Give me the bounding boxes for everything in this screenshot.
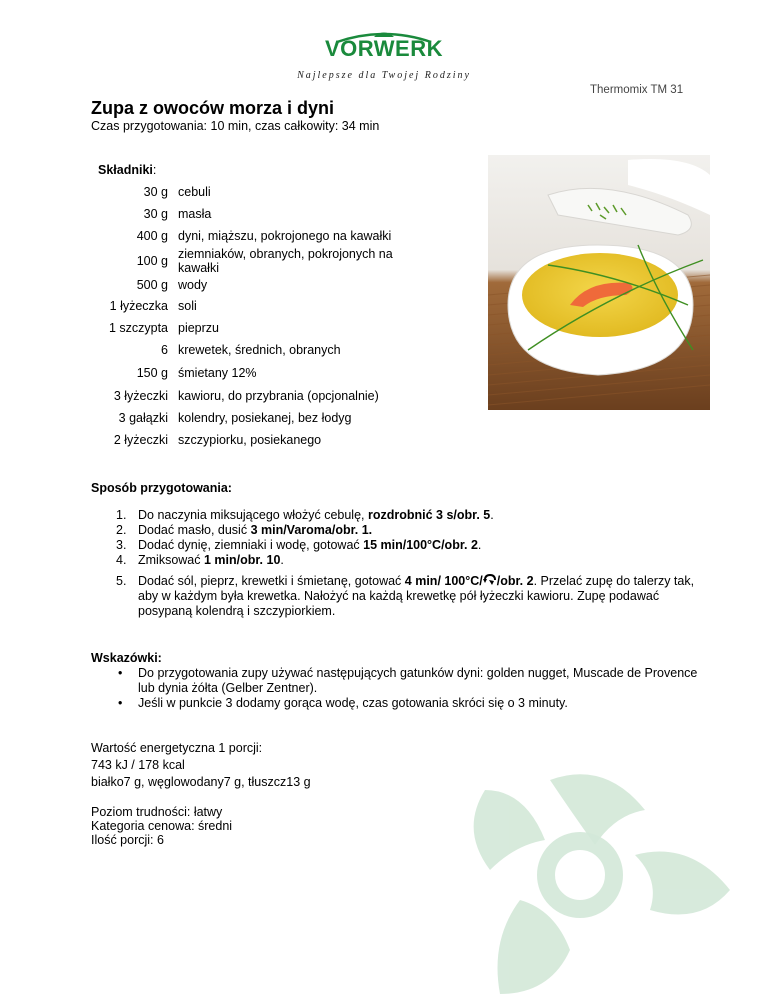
tips-list [91, 666, 701, 711]
ingredients-heading: Składniki: [98, 163, 157, 177]
ingredients-table [96, 181, 418, 451]
step-3: 3. Dodać dynię, ziemniaki i wodę, gotować 15 min/100°C/obr. 2. [116, 538, 482, 552]
nutrition-energy: 743 kJ / 178 kcal [91, 758, 185, 772]
ingredient-row [96, 339, 418, 361]
ingredient-row [96, 247, 418, 275]
tip-item: • Do przygotowania zupy używać następujących gatunków dyni: golden nugget, Muscade de Provence lub dynia żółta (Gelber Zentner). [118, 666, 698, 695]
ingredient-name: krewetek, średnich, obranych [178, 343, 341, 357]
ingredient-name: kawioru, do przybrania (opcjonalnie) [178, 389, 379, 403]
step-1: 1. Do naczynia miksującego włożyć cebulę, rozdrobnić 3 s/obr. 5. [116, 508, 494, 522]
ingredient-row [96, 407, 418, 429]
ingredient-row [96, 361, 418, 385]
portions: Ilość porcji: 6 [91, 833, 164, 847]
ingredient-row [96, 225, 418, 247]
nutrition-macros: białko7 g, węglowodany7 g, tłuszcz13 g [91, 775, 311, 789]
ingredient-row [96, 295, 418, 317]
ingredient-quantity: 3 łyżeczki [113, 389, 168, 403]
ingredient-quantity: 500 g [136, 278, 168, 292]
slogan: Najlepsze dla Twojej Rodziny [297, 70, 471, 81]
difficulty: Poziom trudności: łatwy [91, 805, 223, 819]
ingredient-name: masła [178, 207, 212, 221]
tips-heading: Wskazówki: [91, 651, 162, 665]
ingredient-quantity: 1 szczypta [108, 321, 168, 335]
ingredient-name: cebuli [178, 185, 211, 199]
ingredient-name: soli [178, 299, 197, 313]
ingredient-name: szczypiorku, posiekanego [178, 433, 322, 447]
recipe-times: Czas przygotowania: 10 min, czas całkowity: 34 min [91, 119, 380, 133]
ingredient-row [96, 203, 418, 225]
ingredient-row [96, 429, 418, 451]
nutrition-label: Wartość energetyczna 1 porcji: [91, 741, 263, 755]
reverse-rotation-icon [483, 574, 497, 586]
ingredient-quantity: 150 g [136, 366, 168, 380]
ingredient-name: dyni, miąższu, pokrojonego na kawałki [178, 229, 392, 243]
ingredient-row [96, 385, 418, 407]
step-4: 4. Zmiksować 1 min/obr. 10. [116, 553, 284, 567]
preparation-heading: Sposób przygotowania: [91, 481, 232, 495]
ingredient-quantity: 1 łyżeczka [109, 299, 168, 313]
ingredient-name: wody [178, 278, 208, 292]
ingredient-row [96, 275, 418, 295]
recipe-title: Zupa z owoców morza i dyni [91, 98, 335, 118]
ingredient-quantity: 30 g [143, 207, 168, 221]
model-label: Thermomix TM 31 [590, 84, 684, 96]
ingredient-row [96, 317, 418, 339]
step-5: 5. Dodać sól, pieprz, krewetki i śmietanę, gotować 4 min/ 100°C/ /obr. 2. Przelać zupę do talerzy tak, aby w każdym była krewetka. Nałożyć na każdą krewetkę pół łyżeczki kawioru. Zupę podawać posypaną kolendrą i szczypiorkiem. [116, 574, 695, 618]
ingredient-quantity: 400 g [136, 229, 168, 243]
ingredient-name: śmietany 12% [178, 366, 257, 380]
ingredient-name: kolendry, posiekanej, bez łodyg [178, 411, 352, 425]
thermomix-watermark-icon [430, 760, 760, 994]
tip-item: • Jeśli w punkcie 3 dodamy gorąca wodę, czas gotowania skróci się o 3 minuty. [118, 696, 568, 710]
ingredient-row [96, 181, 418, 203]
ingredient-quantity: 30 g [143, 185, 168, 199]
soup-photo [488, 155, 710, 410]
ingredient-name: pieprzu [178, 321, 219, 335]
ingredient-name: ziemniaków, obranych, pokrojonych na kawałki [178, 247, 393, 275]
ingredient-quantity: 2 łyżeczki [113, 433, 168, 447]
step-2: 2. Dodać masło, dusić 3 min/Varoma/obr. 1. [116, 523, 373, 537]
ingredient-quantity: 6 [161, 343, 168, 357]
ingredient-quantity: 3 gałązki [118, 411, 168, 425]
logo-text: VORWERK [325, 36, 443, 61]
price-category: Kategoria cenowa: średni [91, 819, 233, 833]
preparation-steps [91, 508, 701, 619]
ingredient-quantity: 100 g [136, 254, 168, 268]
